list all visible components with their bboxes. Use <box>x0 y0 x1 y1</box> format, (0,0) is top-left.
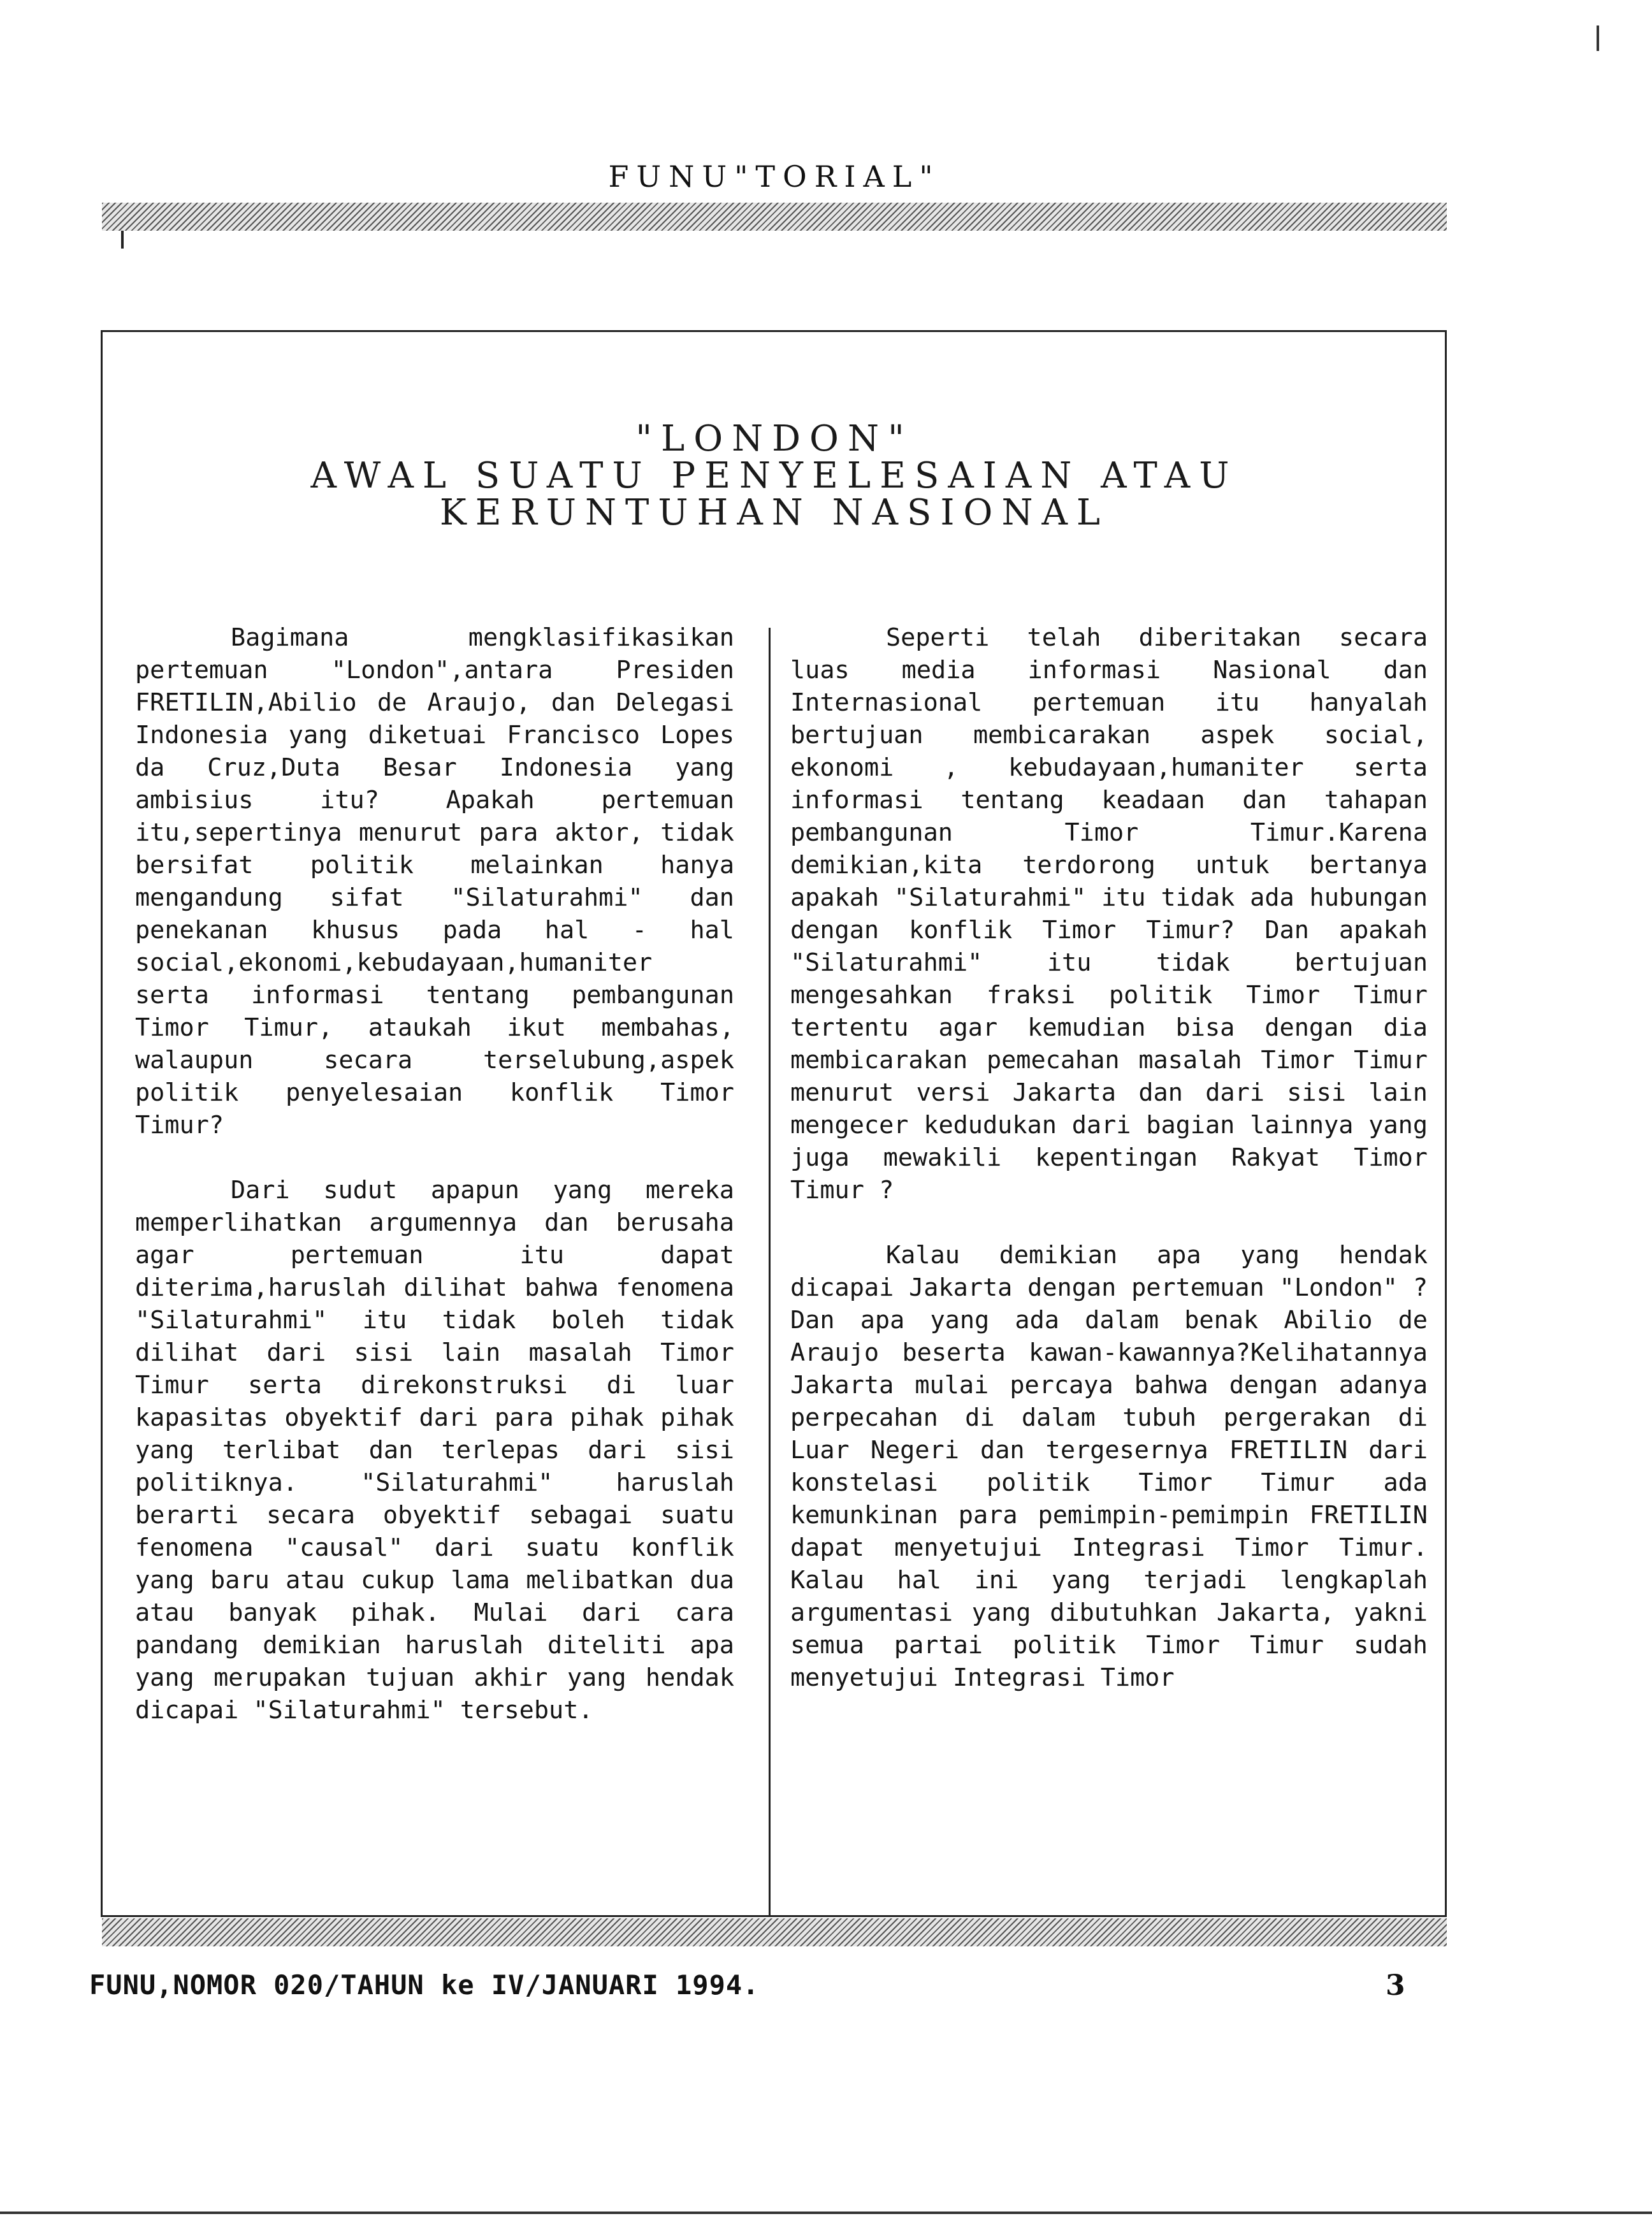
article-title-line: KERUNTUHAN NASIONAL <box>439 492 1110 533</box>
paragraph: Kalau demikian apa yang hendak dicapai Jakarta dengan pertemuan "London" ? Dan apa yang ada dalam benak Abilio de Araujo beserta kawan-kawannya?Kelihatannya Jakarta mulai percaya bahwa dengan adanya perpecahan di dalam tubuh pergerakan di Luar Negeri dan tergesernya FRETILIN dari konstelasi politik Timor Timur ada kemunkinan para pemimpin-pemimpin FRETILIN dapat menyetujui Integrasi Timor Timur. Kalau hal ini yang terjadi lengkaplah argumentasi yang dibutuhkan Jakarta, yakni semua partai politik Timor Timur sudah menyetujui Integrasi Timor <box>790 1241 1428 1692</box>
article-title-line: AWAL SUATU PENYELESAIAN ATAU <box>310 455 1238 496</box>
paragraph: Dari sudut apapun yang mereka memperlihatkan argumennya dan berusaha agar pertemuan itu dapat diterima,haruslah dilihat bahwa fenomena "Silaturahmi" itu tidak boleh tidak dilihat dari sisi lain masalah Timor Timur serta direkonstruksi di luar kapasitas obyektif dari para pihak pihak yang terlibat dan terlepas dari sisi politiknya. "Silaturahmi" haruslah berarti secara obyektif sebagai suatu fenomena "causal" dari suatu konflik yang baru atau cukup lama melibatkan dua atau banyak pihak. Mulai dari cara pandang demikian haruslah diteliti apa yang merupakan tujuan akhir yang hendak dicapai "Silaturahmi" tersebut. <box>135 1176 734 1725</box>
column-divider <box>769 628 771 1915</box>
paragraph: Seperti telah diberitakan secara luas media informasi Nasional dan Internasional pertemuan itu hanyalah bertujuan membicarakan aspek social, ekonomi , kebudayaan,humaniter serta informasi tentang keadaan dan tahapan pembangunan Timor Timur.Karena demikian,kita terdorong untuk bertanya apakah "Silaturahmi" itu tidak ada hubungan dengan konflik Timor Timur? Dan apakah "Silaturahmi" itu tidak bertujuan mengesahkan fraksi politik Timor Timur tertentu agar kemudian bisa dengan dia membicarakan pemecahan masalah Timor Timur menurut versi Jakarta dan dari sisi lain mengecer kedudukan dari bagian lainnya yang juga mewakili kepentingan Rakyat Timor Timur ? <box>790 623 1428 1205</box>
article-title-line: "LONDON" <box>635 418 913 460</box>
left-column <box>135 621 734 1727</box>
bottom-rule <box>0 2212 1652 2214</box>
article-title <box>102 418 1447 533</box>
paragraph: Bagimana mengklasifikasikan pertemuan "London",antara Presiden FRETILIN,Abilio de Araujo, dan Delegasi Indonesia yang diketuai Francisco Lopes da Cruz,Duta Besar Indonesia yang ambisius itu? Apakah pertemuan itu,sepertinya menurut para aktor, tidak bersifat politik melainkan hanya mengandung sifat "Silaturahmi" dan penekanan khusus pada hal - hal social,ekonomi,kebudayaan,humaniter serta informasi tentang pembangunan Timor Timur, ataukah ikut membahas, walaupun secara terselubung,aspek politik penyelesaian konflik Timor Timur? <box>135 623 734 1140</box>
scan-mark <box>1597 25 1599 51</box>
page-number: 3 <box>1386 1969 1405 2002</box>
scan-mark <box>121 231 124 249</box>
masthead: FUNU"TORIAL" <box>608 159 941 194</box>
footer-pattern-band <box>102 1918 1447 1946</box>
issue-info: FUNU,NOMOR 020/TAHUN ke IV/JANUARI 1994. <box>89 1969 760 2001</box>
right-column <box>790 621 1428 1694</box>
header-pattern-band <box>102 203 1447 231</box>
